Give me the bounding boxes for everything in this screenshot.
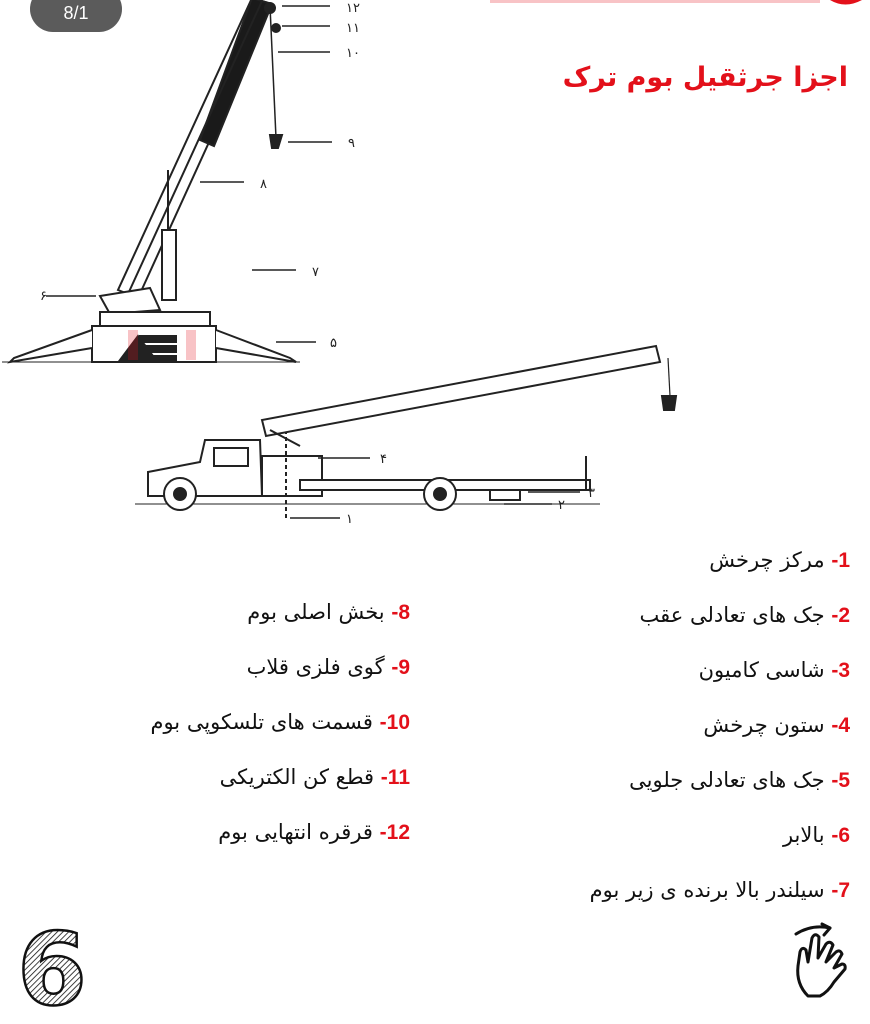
list-item: 12- قرقره انتهایی بوم [218,820,410,844]
label-6: ۶ [40,289,47,304]
rear-outrigger [216,330,296,362]
label-11: ۱۱ [346,21,360,36]
label-4: ۴ [380,452,387,467]
label-8: ۸ [260,177,267,192]
label-1: ۱ [346,512,353,527]
truck-boom [262,346,660,436]
label-9: ۹ [348,136,355,151]
list-item: 6- بالابر [782,823,850,847]
svg-text:6: 6 [17,920,87,1012]
label-7: ۷ [312,265,319,280]
list-item: 4- ستون چرخش [703,713,850,737]
list-item: 2- جک های تعادلی عقب [639,603,850,627]
list-item: 5- جک های تعادلی جلویی [629,768,850,792]
page-indicator: 8/1 [30,0,122,32]
crane-boom [118,0,272,298]
list-item: 3- شاسی کامیون [698,658,850,682]
label-10: ۱۰ [346,46,360,61]
list-item: 7- سیلندر بالا برنده ی زیر بوم [589,878,850,902]
list-item: 11- قطع کن الکتریکی [219,765,410,789]
label-3: ۳ [588,486,595,501]
label-5: ۵ [330,336,337,351]
list-item: 10- قسمت های تلسکوپی بوم [150,710,410,734]
list-item: 8- بخش اصلی بوم [247,600,410,624]
list-item: 1- مرکز چرخش [709,548,850,572]
front-outrigger [10,330,92,362]
boom-pulley [265,3,275,13]
swipe-hand-icon[interactable] [790,922,854,1002]
hook-ball [270,135,282,148]
page-title: اجزا جرثقیل بوم ترک [562,62,848,93]
lift-cylinder [162,230,176,300]
label-2: ۲ [558,498,565,513]
rear-jack [490,490,520,500]
electric-cutoff [272,24,280,32]
label-12: ۱۲ [346,1,360,16]
list-item: 9- گوی فلزی قلاب [246,655,410,679]
big-number [12,920,92,1012]
